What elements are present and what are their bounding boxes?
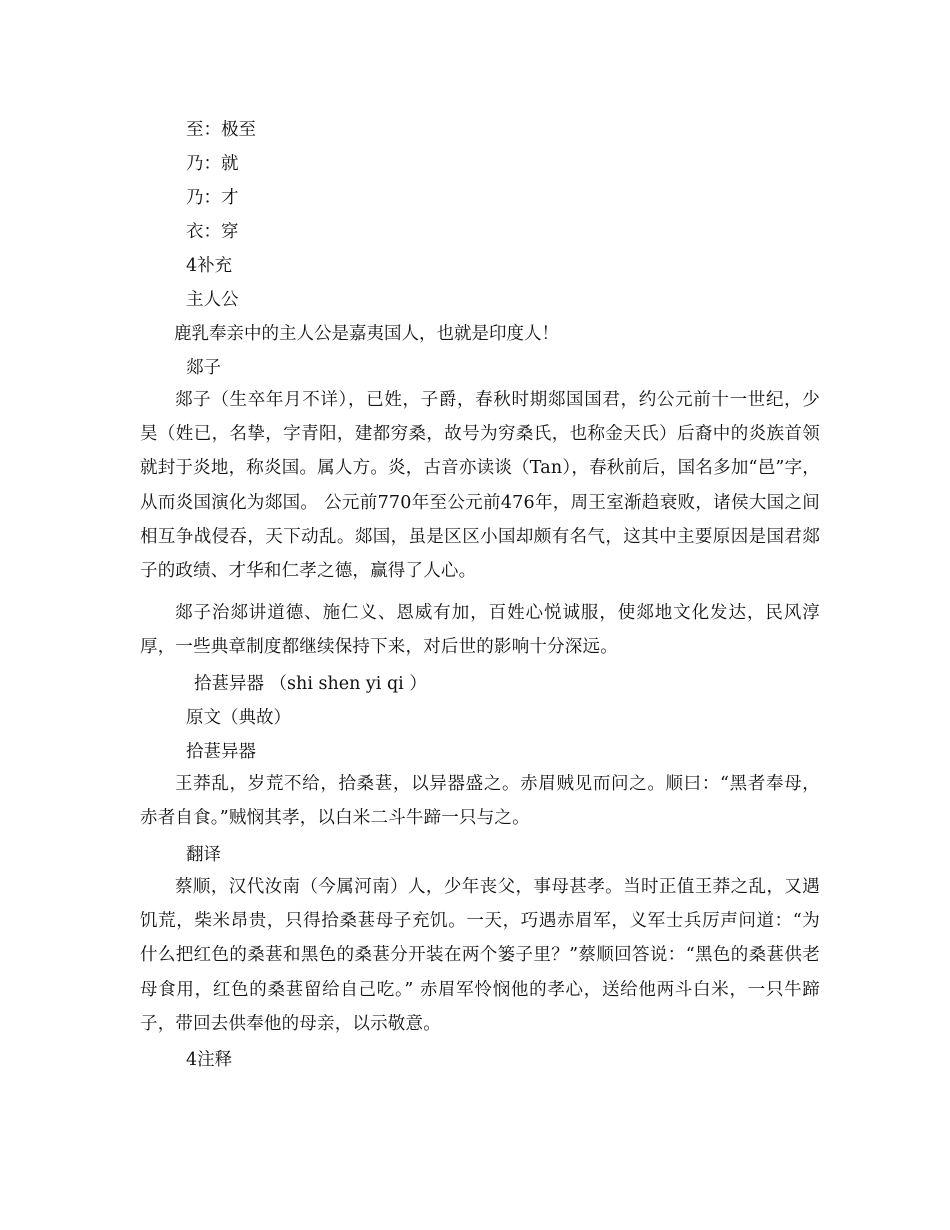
original-heading: 原文（典故） xyxy=(186,708,291,728)
tanzi-paragraph-1: 郯子（生卒年月不详），已姓，子爵，春秋时期郯国国君，约公元前十一世纪，少昊（姓已，名挚，字青阳，建都穷桑，故号为穷桑氏，也称金天氏）后裔中的炎族首领就封于炎地，称炎国。属人方。炎，古音亦读谈（Tan），春秋前后，国名多加“邑”字，从而炎国演化为郯国。 公元前770年至公元前476年，周王室渐趋衰败，诸侯大国之间相互争战侵吞，天下动乱。郯国，虽是区区小国却颇有名气，这其中主要原因是国君郯子的政绩、才华和仁孝之德，赢得了人心。 xyxy=(140,390,820,582)
translation-text: 蔡顺，汉代汝南（今属河南）人，少年丧父，事母甚孝。当时正值王莽之乱，又遇饥荒，柴米昂贵，只得拾桑葚母子充饥。一天，巧遇赤眉军，义军士兵厉声问道：“为什么把红色的桑葚和黑色的桑葚分开装在两个篓子里？”蔡顺回答说：“黑色的桑葚供老母食用，红色的桑葚留给自己吃。” 赤眉军怜悯他的孝心，送给他两斗白米，一只牛蹄子，带回去供奉他的母亲，以示敬意。 xyxy=(140,877,820,1034)
protagonist-text: 鹿乳奉亲中的主人公是嘉夷国人，也就是印度人！ xyxy=(174,324,559,344)
tanzi-paragraph-2: 郯子治郯讲道德、施仁义、恩威有加，百姓心悦诚服，使郯地文化发达，民风淳厚，一些典章制度都继续保持下来，对后世的影响十分深远。 xyxy=(140,603,820,658)
vocab-item-3: 乃：才 xyxy=(186,188,239,208)
vocab-item-4: 衣：穿 xyxy=(186,222,239,242)
tanzi-heading: 郯子 xyxy=(186,358,221,378)
story-title: 拾葚异器 （shi shen yi qi ） xyxy=(194,674,427,694)
section-heading-notes: 4注释 xyxy=(186,1050,233,1070)
translation-heading: 翻译 xyxy=(186,845,221,865)
original-text: 王莽乱，岁荒不给，拾桑葚，以异器盛之。赤眉贼见而问之。顺曰：“黑者奉母，赤者自食。”贼悯其孝，以白米二斗牛蹄一只与之。 xyxy=(140,774,820,829)
vocab-item-2: 乃：就 xyxy=(186,154,239,174)
section-heading-supplement: 4补充 xyxy=(186,256,233,276)
protagonist-heading: 主人公 xyxy=(186,290,239,310)
vocab-item-1: 至：极至 xyxy=(186,120,256,140)
original-title: 拾葚异器 xyxy=(186,742,256,762)
